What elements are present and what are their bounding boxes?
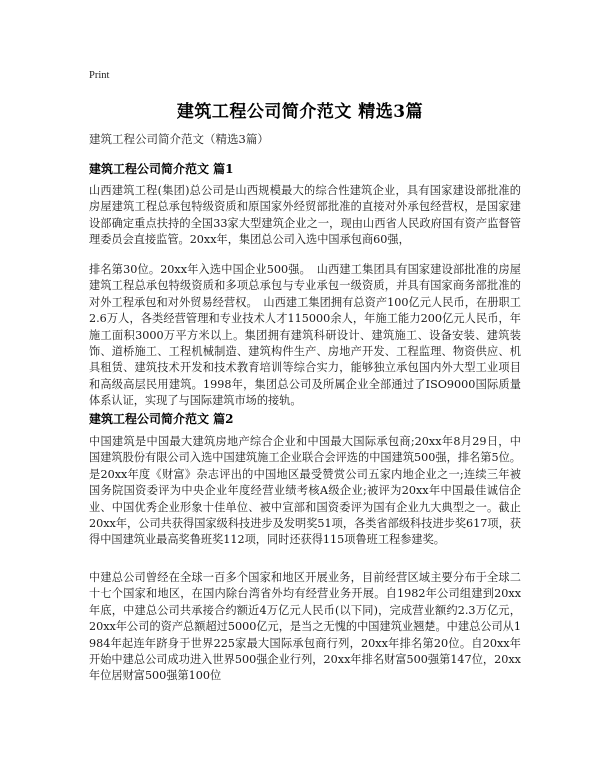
document-subtitle: 建筑工程公司简介范文（精选3篇）	[89, 132, 269, 146]
section-heading-1: 建筑工程公司简介范文 篇1	[89, 162, 234, 176]
print-label: Print	[89, 70, 110, 81]
section-heading-2: 建筑工程公司简介范文 篇2	[89, 412, 234, 426]
section-1-paragraph-1: 山西建筑工程(集团)总公司是山西规模最大的综合性建筑企业，具有国家建设部批准的房屋建筑工程总承包特级资质和原国家外经贸部批准的直接对外承包经营权，是国家建设部确定重点扶持的全国33家大型建筑企业之一，现由山西省人民政府国有资产监督管理委员会直接监管。20xx年，集团总公司入选中国承包商60强，	[89, 184, 521, 247]
document-title: 建筑工程公司简介范文 精选3篇	[176, 102, 424, 122]
section-2-paragraph-1: 中国建筑是中国最大建筑房地产综合企业和中国最大国际承包商;20xx年8月29日，中国建筑股份有限公司入选中国建筑施工企业联合会评选的中国建筑500强，排名第5位。是20xx年度《财富》杂志评出的中国地区最受赞赏公司五家内地企业之一;连续三年被国务院国资委评为中央企业年度经营业绩考核A级企业;被评为20xx年中国最佳诚信企业、中国优秀企业形象十佳单位、被中宣部和国资委评为国有企业九大典型之一。截止20xx年，公司共获得国家级科技进步及发明奖51项，各类省部级科技进步奖617项，获得中国建筑业最高奖鲁班奖112项，同时还获得115项鲁班工程参建奖。	[89, 435, 521, 547]
section-1-paragraph-2: 排名第30位。20xx年入选中国企业500强。 山西建工集团具有国家建设部批准的房屋建筑工程总承包特级资质和多项总承包与专业承包一级资质，并具有国家商务部批准的对外工程承包和对外贸易经营权。 山西建工集团拥有总资产100亿元人民币，在册职工2.6万人，各类经营管理和专业技术人才115000余人，年施工能力200亿元人民币，年施工面积3000万平方米以上。集团拥有建筑科研设计、建筑施工、设备安装、建筑装饰、道桥施工、工程机械制造、建筑构件生产、房地产开发、工程监理、物资供应、机具租赁、建筑技术开发和技术教育培训等综合实力，能够独立承包国内外大型工业项目和高级高层民用建筑。1998年，集团总公司及所属企业全部通过了ISO9000国际质量体系认证，实现了与国际建筑市场的接轨。	[89, 263, 521, 408]
section-2-paragraph-2: 中建总公司曾经在全球一百多个国家和地区开展业务，目前经营区域主要分布于全球二十七个国家和地区，在国内除台湾省外均有经营业务开展。自1982年公司组建到20xx年底，中建总公司共承接合约额近4万亿元人民币(以下同)，完成营业额约2.3万亿元，20xx年公司的资产总额超过5000亿元，是当之无愧的中国建筑业翘楚。中建总公司从1984年起连年跻身于世界225家最大国际承包商行列，20xx年排名第20位。自20xx年开始中建总公司成功进入世界500强企业行列，20xx年排名财富500强第147位，20xx年位居财富500强第100位	[89, 571, 521, 683]
